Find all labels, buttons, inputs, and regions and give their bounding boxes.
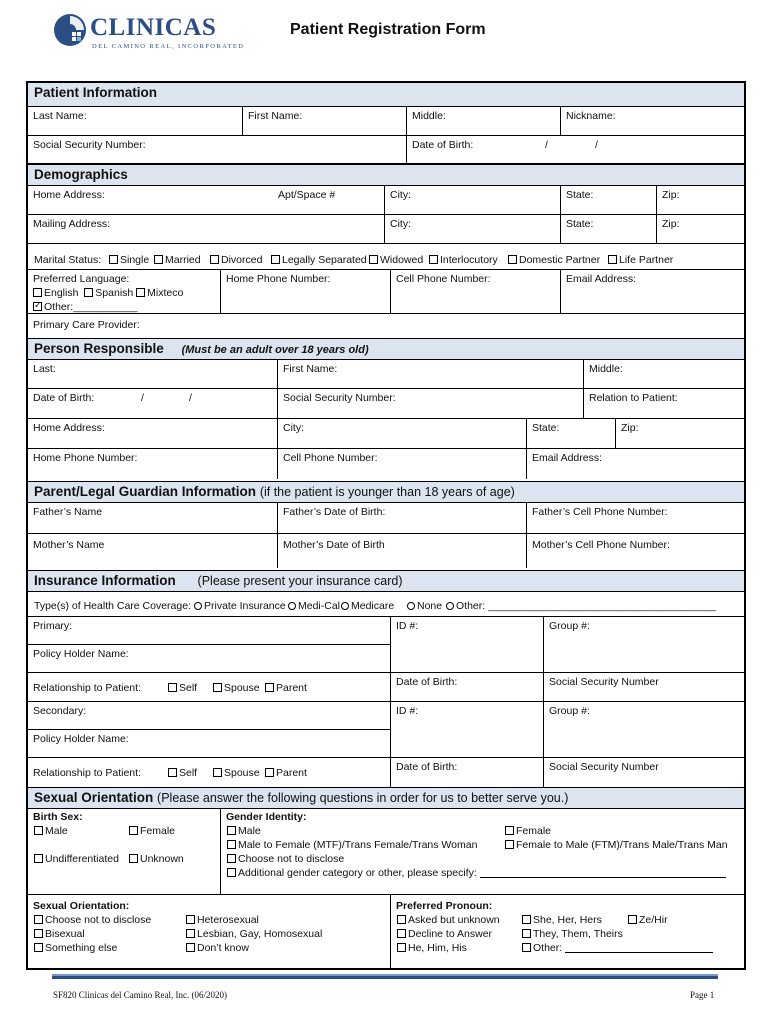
responsible-middle-field[interactable]: Middle:	[583, 360, 744, 388]
coverage-medical[interactable]: Medi-Cal	[288, 600, 340, 612]
ssn-field[interactable]: Social Security Number:	[33, 139, 146, 151]
radio-icon[interactable]	[288, 602, 296, 610]
checkbox-icon[interactable]	[34, 826, 43, 835]
orientation-pronoun-row	[28, 895, 744, 968]
responsible-dob-row	[28, 389, 744, 419]
marital-status-row	[28, 244, 744, 269]
coverage-type-row	[28, 592, 744, 616]
last-name-field[interactable]: Last Name:	[33, 110, 87, 122]
specify-line[interactable]	[480, 869, 726, 878]
home-state-field[interactable]: State:	[560, 186, 656, 214]
pronoun-he[interactable]: He, Him, His	[397, 942, 467, 954]
so-heterosexual[interactable]: Heterosexual	[186, 914, 259, 926]
responsible-dob-field[interactable]: Date of Birth: / /	[33, 392, 192, 404]
responsible-address-row	[28, 419, 744, 449]
primary-relationship-field: Relationship to Patient: Self Spouse Parent	[28, 672, 390, 701]
section-insurance	[28, 570, 744, 592]
secondary-ssn-field[interactable]: Social Security Number	[543, 757, 744, 787]
lang-mixteco[interactable]: Mixteco	[136, 287, 183, 299]
checkbox-icon[interactable]	[429, 255, 438, 264]
primary-rel-self[interactable]: Self	[168, 682, 197, 694]
checkbox-icon[interactable]	[213, 683, 222, 692]
responsible-ssn-field[interactable]: Social Security Number:	[277, 389, 583, 418]
checkbox-icon[interactable]	[34, 854, 43, 863]
checkbox-icon[interactable]	[227, 854, 236, 863]
page-title: Patient Registration Form	[290, 21, 486, 38]
preferred-language-field: Preferred Language: English Spanish Mixteco ✓Other:___________	[28, 270, 220, 313]
marital-widowed[interactable]: Widowed	[369, 254, 423, 266]
primary-care-provider-field[interactable]: Primary Care Provider:	[33, 319, 140, 331]
coverage-label: Type(s) of Health Care Coverage:	[34, 600, 191, 612]
so-choose-not[interactable]: Choose not to disclose	[34, 914, 151, 926]
responsible-address-field[interactable]: Home Address:	[33, 422, 105, 434]
checkbox-icon[interactable]	[84, 288, 93, 297]
cell-phone-field[interactable]: Cell Phone Number:	[390, 270, 560, 313]
clinicas-logo	[52, 12, 245, 54]
primary-insurance-row	[28, 616, 744, 644]
birth-sex-group: Birth Sex: Male Female Undifferentiated Unknown	[33, 811, 184, 865]
primary-rel-spouse[interactable]: Spouse	[213, 682, 260, 694]
secondary-group-cont	[543, 729, 744, 757]
pronoun-asked-unknown[interactable]: Asked but unknown	[397, 914, 500, 926]
secondary-rel-parent[interactable]: Parent	[265, 767, 307, 779]
father-dob-field[interactable]: Father’s Date of Birth:	[277, 503, 526, 533]
responsible-first-field[interactable]: First Name:	[277, 360, 583, 388]
checkbox-icon[interactable]	[271, 255, 280, 264]
mailing-city-field[interactable]: City:	[384, 215, 560, 243]
secondary-group-field[interactable]: Group #:	[543, 702, 744, 729]
section-title: Parent/Legal Guardian Information	[34, 484, 257, 499]
father-cell-field[interactable]: Father’s Cell Phone Number:	[526, 503, 744, 533]
responsible-cell-phone-field[interactable]: Cell Phone Number:	[277, 449, 526, 479]
checkbox-icon[interactable]	[522, 915, 531, 924]
checkbox-icon[interactable]	[34, 943, 43, 952]
primary-group-field[interactable]: Group #:	[543, 617, 744, 644]
coverage-other[interactable]: Other: _______________________________________	[446, 600, 716, 612]
responsible-state-field[interactable]: State:	[526, 419, 615, 448]
marital-divorced[interactable]: Divorced	[210, 254, 262, 266]
language-phone-row	[28, 269, 744, 314]
section-title: Sexual Orientation	[34, 790, 154, 805]
checkbox-icon[interactable]	[210, 255, 219, 264]
pcp-row	[28, 314, 744, 338]
checkbox-icon[interactable]	[397, 915, 406, 924]
pronoun-ze[interactable]: Ze/Hir	[628, 914, 668, 926]
checkbox-icon[interactable]	[34, 929, 43, 938]
email-field[interactable]: Email Address:	[560, 270, 744, 313]
gender-female[interactable]: Female	[505, 825, 551, 837]
checkbox-icon[interactable]	[186, 943, 195, 952]
primary-group-cont	[543, 644, 744, 672]
primary-id-field[interactable]: ID #:	[390, 617, 543, 644]
dob-slash-1: /	[141, 392, 144, 404]
patient-ssn-row	[28, 136, 744, 164]
nickname-field[interactable]: Nickname:	[560, 107, 744, 135]
page-header	[0, 0, 770, 78]
relation-to-patient-field[interactable]: Relation to Patient:	[583, 389, 744, 418]
home-city-field[interactable]: City:	[384, 186, 560, 214]
marital-legally-separated[interactable]: Legally Separated	[271, 254, 367, 266]
dob-slash-2: /	[189, 392, 192, 404]
primary-policy-row	[28, 644, 744, 672]
checkbox-icon[interactable]	[129, 826, 138, 835]
birth-sex-male[interactable]: Male	[34, 825, 68, 837]
father-name-field[interactable]: Father’s Name	[33, 506, 103, 518]
marital-interlocutory[interactable]: Interlocutory	[429, 254, 498, 266]
lang-spanish[interactable]: Spanish	[84, 287, 133, 299]
checkbox-icon[interactable]	[265, 683, 274, 692]
mother-dob-field[interactable]: Mother’s Date of Birth	[277, 534, 526, 568]
gender-additional[interactable]: Additional gender category or other, please specify:	[227, 867, 726, 879]
checkbox-icon[interactable]	[265, 768, 274, 777]
responsible-city-field[interactable]: City:	[277, 419, 526, 448]
checkbox-icon[interactable]	[608, 255, 617, 264]
logo-emblem-icon	[52, 12, 88, 48]
radio-icon[interactable]	[341, 602, 349, 610]
preferred-pronoun-group: Preferred Pronoun: Asked but unknown She, Her, Hers Ze/Hir Decline to Answer They, Them, Theirs He, Him, His Other:	[390, 895, 744, 968]
coverage-medicare[interactable]: Medicare	[341, 600, 394, 612]
marital-single[interactable]: Single	[109, 254, 149, 266]
section-note: (Please answer the following questions in order for us to better serve you.)	[157, 791, 569, 805]
middle-name-field[interactable]: Middle:	[406, 107, 560, 135]
checkbox-icon[interactable]	[129, 854, 138, 863]
secondary-dob-field[interactable]: Date of Birth:	[390, 757, 543, 787]
secondary-relationship-row	[28, 757, 744, 787]
secondary-insurance-row	[28, 702, 744, 729]
checkbox-icon[interactable]	[109, 255, 118, 264]
marital-domestic-partner[interactable]: Domestic Partner	[508, 254, 600, 266]
marital-life-partner[interactable]: Life Partner	[608, 254, 673, 266]
logo-wordmark: CLINICAS	[90, 14, 217, 41]
radio-icon[interactable]	[194, 602, 202, 610]
gender-choose-not[interactable]: Choose not to disclose	[227, 853, 344, 865]
secondary-policy-row	[28, 729, 744, 757]
pronoun-she[interactable]: She, Her, Hers	[522, 914, 602, 926]
coverage-private[interactable]: Private Insurance	[194, 600, 286, 612]
mother-name-field[interactable]: Mother’s Name	[33, 539, 105, 551]
secondary-insurance-field[interactable]: Secondary:	[33, 705, 87, 717]
home-address-row	[28, 186, 744, 215]
so-lesbian-gay[interactable]: Lesbian, Gay, Homosexual	[186, 928, 322, 940]
checked-checkbox-icon[interactable]	[33, 302, 42, 311]
father-row	[28, 503, 744, 534]
checkbox-icon[interactable]	[168, 768, 177, 777]
section-note: (Must be an adult over 18 years old)	[181, 344, 369, 356]
lang-english[interactable]: English	[33, 287, 78, 299]
registration-form	[26, 81, 746, 970]
mailing-zip-field[interactable]: Zip:	[656, 215, 744, 243]
checkbox-icon[interactable]	[227, 826, 236, 835]
section-note: (if the patient is younger than 18 years of age)	[259, 485, 515, 499]
mailing-address-row	[28, 215, 744, 244]
checkbox-icon[interactable]	[186, 915, 195, 924]
pronoun-other[interactable]: Other:	[522, 942, 713, 954]
section-person-responsible	[28, 338, 744, 360]
primary-relationship-row	[28, 672, 744, 702]
responsible-phone-row	[28, 449, 744, 479]
responsible-zip-field[interactable]: Zip:	[615, 419, 744, 448]
secondary-id-field[interactable]: ID #:	[390, 702, 543, 729]
birth-sex-female[interactable]: Female	[129, 825, 175, 837]
section-title: Patient Information	[34, 85, 158, 100]
checkbox-icon[interactable]	[168, 683, 177, 692]
primary-rel-parent[interactable]: Parent	[265, 682, 307, 694]
checkbox-icon[interactable]	[227, 840, 236, 849]
checkbox-icon[interactable]	[397, 943, 406, 952]
marital-status-label: Marital Status:	[34, 254, 102, 266]
checkbox-icon[interactable]	[227, 868, 236, 877]
responsible-home-phone-field[interactable]: Home Phone Number:	[33, 452, 138, 464]
section-parent-guardian	[28, 481, 744, 503]
secondary-rel-self[interactable]: Self	[168, 767, 197, 779]
checkbox-icon[interactable]	[628, 915, 637, 924]
checkbox-icon[interactable]	[136, 288, 145, 297]
section-title: Demographics	[34, 167, 128, 182]
footer-divider	[52, 974, 718, 979]
pronoun-they[interactable]: They, Them, Theirs	[522, 928, 623, 940]
radio-icon[interactable]	[446, 602, 454, 610]
primary-id-cont	[390, 644, 543, 672]
home-zip-field[interactable]: Zip:	[656, 186, 744, 214]
home-address-field[interactable]: Home Address: Apt/Space #	[33, 189, 336, 201]
dob-slash-2: /	[595, 139, 598, 151]
checkbox-icon[interactable]	[505, 826, 514, 835]
patient-name-row	[28, 107, 744, 136]
checkbox-icon[interactable]	[522, 943, 531, 952]
apt-space-label: Apt/Space #	[278, 189, 336, 201]
secondary-policy-holder-field[interactable]: Policy Holder Name:	[28, 729, 390, 757]
section-patient-information	[28, 83, 744, 107]
checkbox-icon[interactable]	[522, 929, 531, 938]
checkbox-icon[interactable]	[213, 768, 222, 777]
footer-form-id: SF820 Clinicas del Camino Real, Inc. (06/2020)	[53, 990, 227, 1000]
birth-sex-gender-row	[28, 809, 744, 895]
responsible-email-field[interactable]: Email Address:	[526, 449, 744, 479]
secondary-rel-spouse[interactable]: Spouse	[213, 767, 260, 779]
so-bisexual[interactable]: Bisexual	[34, 928, 85, 940]
secondary-relationship-field: Relationship to Patient: Self Spouse Parent	[28, 757, 390, 787]
sexual-orientation-group: Sexual Orientation: Choose not to disclose Heterosexual Bisexual Lesbian, Gay, Homosexual Something else Don’t know	[33, 900, 323, 954]
first-name-field[interactable]: First Name:	[242, 107, 406, 135]
primary-policy-holder-field[interactable]: Policy Holder Name:	[28, 644, 390, 672]
marital-married[interactable]: Married	[154, 254, 201, 266]
home-phone-field[interactable]: Home Phone Number:	[220, 270, 390, 313]
checkbox-icon[interactable]	[369, 255, 378, 264]
gender-ftm[interactable]: Female to Male (FTM)/Trans Male/Trans Man	[505, 839, 728, 851]
section-demographics	[28, 164, 744, 186]
coverage-none[interactable]: None	[407, 600, 442, 612]
checkbox-icon[interactable]	[154, 255, 163, 264]
birth-sex-unknown[interactable]: Unknown	[129, 853, 184, 865]
primary-ssn-field[interactable]: Social Security Number	[543, 672, 744, 701]
mother-cell-field[interactable]: Mother’s Cell Phone Number:	[526, 534, 744, 568]
section-title: Person Responsible	[34, 341, 164, 356]
birth-sex-undifferentiated[interactable]: Undifferentiated	[34, 853, 119, 865]
section-title: Insurance Information	[34, 573, 176, 588]
lang-other[interactable]: ✓Other:___________	[33, 301, 220, 313]
mailing-state-field[interactable]: State:	[560, 215, 656, 243]
pronoun-decline[interactable]: Decline to Answer	[397, 928, 492, 940]
so-dont-know[interactable]: Don’t know	[186, 942, 249, 954]
responsible-last-field[interactable]: Last:	[33, 363, 56, 375]
checkbox-icon[interactable]	[397, 929, 406, 938]
secondary-id-cont	[390, 729, 543, 757]
gender-identity-group: Gender Identity: Male Female Male to Female (MTF)/Trans Female/Trans Woman Female to Male (FTM)/Trans Male/Trans Man Choose not to disclose Additional gender category or other, please specify:	[220, 809, 744, 894]
checkbox-icon[interactable]	[33, 288, 42, 297]
checkbox-icon[interactable]	[508, 255, 517, 264]
section-note: (Please present your insurance card)	[197, 574, 403, 588]
primary-dob-field[interactable]: Date of Birth:	[390, 672, 543, 701]
checkbox-icon[interactable]	[186, 929, 195, 938]
radio-icon[interactable]	[407, 602, 415, 610]
so-something-else[interactable]: Something else	[34, 942, 117, 954]
responsible-name-row	[28, 360, 744, 389]
pronoun-other-line[interactable]	[565, 944, 713, 953]
dob-field[interactable]: Date of Birth: / /	[406, 136, 744, 163]
logo-subtitle: DEL CAMINO REAL, INCORPORATED	[92, 43, 245, 50]
footer-page-number: Page 1	[690, 990, 715, 1000]
dob-slash-1: /	[545, 139, 548, 151]
gender-male[interactable]: Male	[227, 825, 261, 837]
primary-insurance-field[interactable]: Primary:	[33, 620, 73, 632]
gender-mtf[interactable]: Male to Female (MTF)/Trans Female/Trans Woman	[227, 839, 477, 851]
mailing-address-field[interactable]: Mailing Address:	[33, 218, 111, 230]
checkbox-icon[interactable]	[34, 915, 43, 924]
checkbox-icon[interactable]	[505, 840, 514, 849]
section-sexual-orientation	[28, 787, 744, 809]
mother-row	[28, 534, 744, 568]
